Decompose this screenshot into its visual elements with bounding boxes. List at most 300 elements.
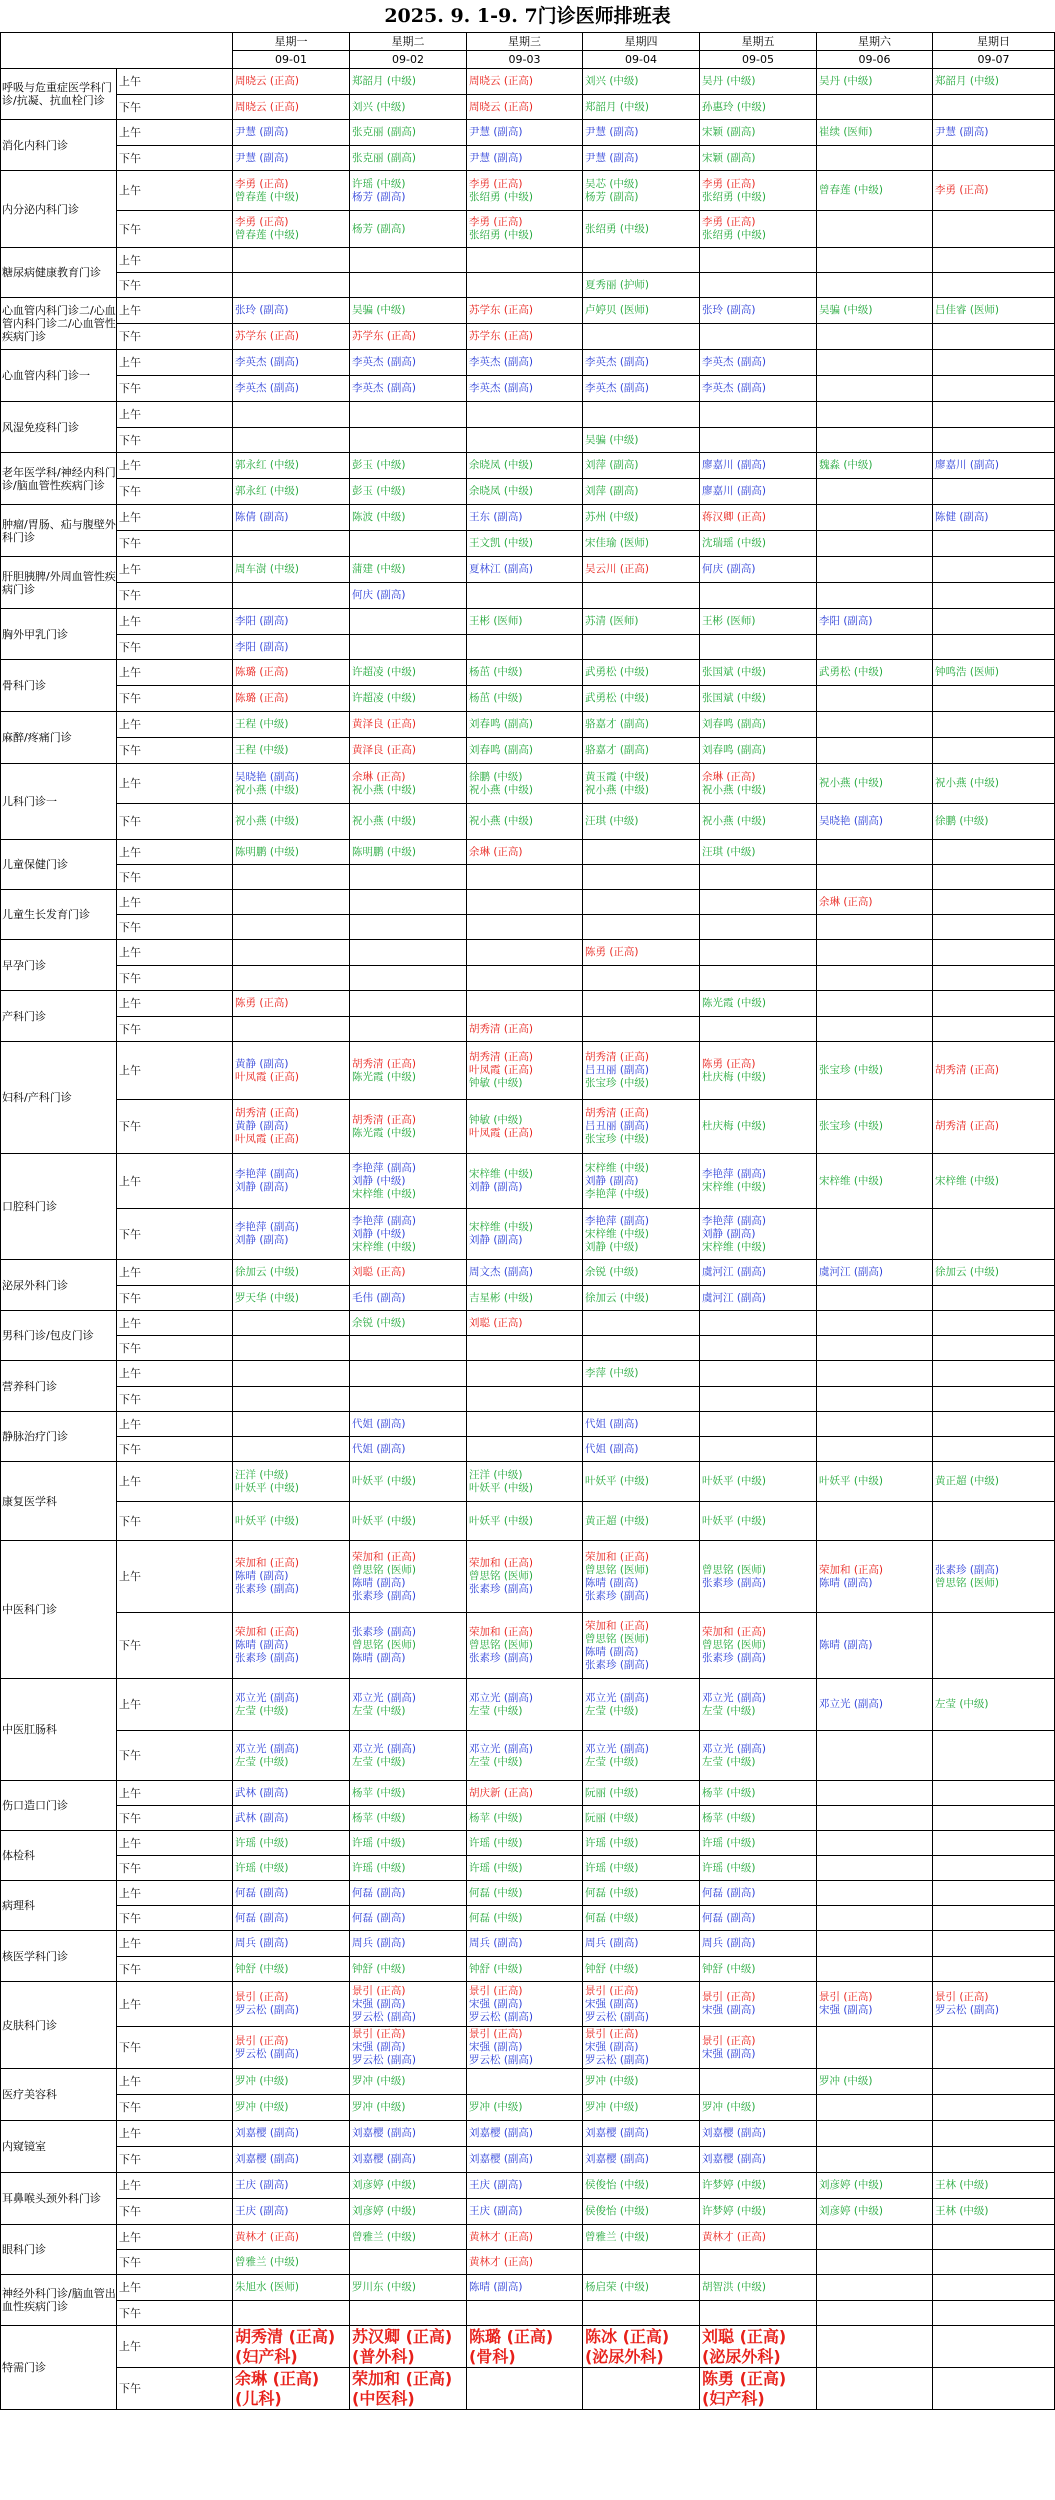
doctor-entry: 黄林才 (正高) bbox=[702, 2230, 767, 2243]
afternoon-label: 下午 bbox=[119, 1749, 141, 1762]
schedule-cell bbox=[467, 966, 583, 991]
afternoon-label-cell bbox=[117, 1502, 233, 1541]
doctor-entry: 曾思铭 (医师) bbox=[469, 1570, 534, 1582]
afternoon-label: 下午 bbox=[119, 640, 141, 654]
schedule-cell bbox=[700, 1931, 817, 1957]
schedule-cell bbox=[817, 298, 933, 324]
doctor-entry: 夏秀丽 (护师) bbox=[585, 278, 650, 291]
doctor-entry: 何磊 (中级) bbox=[585, 1911, 639, 1924]
schedule-cell bbox=[583, 2173, 700, 2199]
doctor-entry: 虞河江 (副高) bbox=[702, 1291, 767, 1304]
schedule-cell bbox=[467, 69, 583, 95]
department-label: 老年医学科/神经内科门诊/脑血管性疾病门诊 bbox=[2, 465, 116, 492]
date-header bbox=[467, 51, 583, 69]
schedule-cell bbox=[233, 1982, 350, 2027]
schedule-cell bbox=[933, 2173, 1055, 2199]
department-label: 泌尿外科门诊 bbox=[2, 1278, 68, 1292]
doctor-entry: 余锐 (中级) bbox=[585, 1266, 639, 1278]
schedule-cell bbox=[233, 966, 350, 991]
doctor-entry: 吕丑丽 (副高) bbox=[585, 1120, 650, 1132]
doctor-entry: 代姐 (副高) bbox=[352, 1442, 406, 1455]
doctor-entry: 邓立光 (副高) bbox=[235, 1742, 300, 1755]
date-label: 09-01 bbox=[275, 53, 307, 66]
afternoon-label-cell bbox=[117, 2027, 233, 2069]
afternoon-label: 下午 bbox=[119, 330, 141, 343]
schedule-cell bbox=[817, 2121, 933, 2147]
schedule-cell bbox=[583, 1931, 700, 1957]
schedule-cell bbox=[700, 940, 817, 966]
schedule-cell bbox=[583, 890, 700, 915]
morning-label: 上午 bbox=[119, 2075, 141, 2088]
schedule-cell bbox=[933, 1831, 1055, 1856]
schedule-cell bbox=[467, 686, 583, 712]
doctor-entry: 罗云松 (副高) bbox=[469, 2054, 534, 2066]
special-doctor-entry: (泌尿外科) bbox=[702, 2346, 781, 2366]
morning-label: 上午 bbox=[119, 1174, 141, 1188]
morning-label: 上午 bbox=[119, 2179, 141, 2192]
doctor-entry: 杨苹 (中级) bbox=[352, 1811, 406, 1824]
schedule-cell bbox=[350, 531, 467, 557]
doctor-entry: 吕丑丽 (副高) bbox=[585, 1064, 650, 1076]
doctor-entry: 王庆 (副高) bbox=[469, 2179, 523, 2191]
doctor-entry: 张宝珍 (中级) bbox=[585, 1133, 650, 1145]
afternoon-label: 下午 bbox=[119, 278, 141, 292]
doctor-entry: 罗云松 (副高) bbox=[235, 2004, 300, 2016]
morning-label: 上午 bbox=[119, 666, 141, 679]
morning-label: 上午 bbox=[119, 1997, 141, 2011]
doctor-entry: 祝小燕 (中级) bbox=[469, 783, 534, 796]
doctor-entry: 毛伟 (副高) bbox=[352, 1291, 406, 1304]
doctor-entry: 黄静 (副高) bbox=[235, 1120, 289, 1132]
schedule-cell bbox=[350, 1982, 467, 2027]
doctor-entry: 李英杰 (副高) bbox=[469, 356, 534, 368]
schedule-cell bbox=[583, 1982, 700, 2027]
schedule-cell bbox=[583, 248, 700, 273]
doctor-entry: 叶凤霞 (正高) bbox=[469, 1064, 534, 1076]
schedule-cell bbox=[700, 248, 817, 273]
doctor-entry: 曾雅兰 (中级) bbox=[352, 2230, 417, 2243]
schedule-cell bbox=[700, 1154, 817, 1209]
schedule-cell bbox=[933, 1100, 1055, 1154]
doctor-entry: 刘嘉樱 (副高) bbox=[469, 2153, 534, 2165]
schedule-cell bbox=[583, 712, 700, 738]
doctor-entry: 吴芯 (中级) bbox=[585, 177, 639, 190]
schedule-cell bbox=[817, 531, 933, 557]
morning-label-cell bbox=[117, 2225, 233, 2250]
afternoon-label: 下午 bbox=[119, 1442, 141, 1456]
doctor-entry: 朱旭水 (医师) bbox=[235, 2281, 300, 2293]
schedule-cell bbox=[817, 248, 933, 273]
schedule-cell bbox=[583, 1361, 700, 1387]
schedule-cell bbox=[817, 865, 933, 890]
doctor-entry: 陈晴 (副高) bbox=[585, 1576, 639, 1589]
doctor-entry: 张素珍 (副高) bbox=[235, 1583, 300, 1595]
schedule-cell bbox=[817, 1781, 933, 1806]
morning-label: 上午 bbox=[119, 895, 141, 909]
doctor-entry: 左莹 (中级) bbox=[585, 1704, 639, 1717]
schedule-cell bbox=[583, 635, 700, 660]
weekday-label: 星期五 bbox=[741, 35, 775, 48]
schedule-cell bbox=[233, 146, 350, 171]
department-name bbox=[0, 1541, 117, 1679]
doctor-entry: 黄泽良 (正高) bbox=[352, 744, 417, 756]
schedule-cell bbox=[700, 2027, 817, 2069]
doctor-entry: 陈倩 (副高) bbox=[235, 511, 289, 523]
schedule-cell bbox=[233, 531, 350, 557]
doctor-entry: 罗川东 (中级) bbox=[352, 2281, 417, 2293]
doctor-entry: 李勇 (正高) bbox=[935, 184, 989, 196]
special-doctor-entry: (儿科) bbox=[235, 2388, 282, 2408]
doctor-entry: 侯俊怡 (中级) bbox=[585, 2179, 650, 2191]
afternoon-label-cell bbox=[117, 2368, 233, 2410]
schedule-cell bbox=[233, 324, 350, 350]
schedule-cell bbox=[350, 583, 467, 609]
doctor-entry: 张绍勇 (中级) bbox=[469, 229, 534, 241]
schedule-cell bbox=[350, 557, 467, 583]
schedule-cell bbox=[583, 2199, 700, 2225]
schedule-cell bbox=[350, 120, 467, 146]
schedule-cell bbox=[233, 915, 350, 940]
doctor-entry: 邓立光 (副高) bbox=[235, 1691, 300, 1704]
schedule-cell bbox=[700, 738, 817, 764]
doctor-entry: 罗冲 (中级) bbox=[235, 2075, 289, 2087]
schedule-cell bbox=[233, 1260, 350, 1286]
schedule-cell bbox=[233, 1042, 350, 1100]
special-doctor-entry: (妇产科) bbox=[702, 2388, 765, 2408]
morning-label: 上午 bbox=[119, 356, 141, 369]
afternoon-label-cell bbox=[117, 1286, 233, 1311]
morning-label-cell bbox=[117, 1042, 233, 1100]
morning-label-cell bbox=[117, 890, 233, 915]
schedule-cell bbox=[583, 505, 700, 531]
schedule-cell bbox=[583, 402, 700, 428]
doctor-entry: 张玲 (副高) bbox=[702, 304, 756, 316]
date-header bbox=[583, 51, 700, 69]
schedule-cell bbox=[583, 966, 700, 991]
department-name bbox=[0, 350, 117, 402]
schedule-cell bbox=[933, 915, 1055, 940]
schedule-cell bbox=[933, 273, 1055, 298]
schedule-cell bbox=[233, 686, 350, 712]
date-label: 09-07 bbox=[977, 53, 1010, 66]
afternoon-label-cell bbox=[117, 531, 233, 557]
schedule-cell bbox=[233, 1361, 350, 1387]
doctor-entry: 叶凤霞 (正高) bbox=[235, 1070, 300, 1083]
schedule-cell bbox=[817, 324, 933, 350]
special-cell bbox=[467, 2326, 583, 2368]
schedule-cell bbox=[700, 453, 817, 479]
doctor-entry: 阮丽 (中级) bbox=[585, 1811, 639, 1824]
doctor-entry: 荣加和 (正高) bbox=[585, 1550, 650, 1563]
doctor-entry: 武勇松 (中级) bbox=[819, 666, 884, 678]
schedule-cell bbox=[233, 890, 350, 915]
schedule-cell bbox=[467, 635, 583, 660]
schedule-cell bbox=[817, 2225, 933, 2250]
schedule-cell bbox=[467, 840, 583, 865]
doctor-entry: 刘嘉樱 (副高) bbox=[235, 2153, 300, 2165]
department-label: 呼吸与危重症医学科门诊/抗凝、抗血栓门诊 bbox=[2, 81, 112, 107]
doctor-entry: 荣加和 (正高) bbox=[585, 1619, 650, 1632]
schedule-cell bbox=[700, 557, 817, 583]
doctor-entry: 杨启荣 (中级) bbox=[585, 2281, 650, 2293]
doctor-entry: 许瑶 (中级) bbox=[469, 1836, 523, 1849]
special-doctor-entry: (妇产科) bbox=[235, 2346, 298, 2366]
schedule-cell bbox=[350, 1387, 467, 1412]
schedule-cell bbox=[700, 171, 817, 211]
morning-label-cell bbox=[117, 248, 233, 273]
doctor-entry: 景引 (正高) bbox=[352, 2028, 406, 2040]
schedule-cell bbox=[933, 120, 1055, 146]
schedule-cell bbox=[467, 1906, 583, 1931]
schedule-cell bbox=[350, 2069, 467, 2095]
schedule-cell bbox=[933, 2250, 1055, 2275]
department-label: 医疗美容科 bbox=[2, 2088, 57, 2101]
doctor-entry: 苏学东 (正高) bbox=[469, 304, 534, 316]
doctor-entry: 李艳萍 (副高) bbox=[352, 1161, 417, 1174]
schedule-cell bbox=[700, 1412, 817, 1437]
doctor-entry: 罗天华 (中级) bbox=[235, 1291, 300, 1304]
schedule-cell bbox=[583, 479, 700, 505]
department-name bbox=[0, 1361, 117, 1412]
schedule-cell bbox=[700, 1311, 817, 1336]
doctor-entry: 左莹 (中级) bbox=[235, 1755, 289, 1768]
doctor-entry: 李勇 (正高) bbox=[235, 216, 289, 228]
weekday-label: 星期六 bbox=[858, 35, 891, 48]
schedule-cell bbox=[350, 1679, 467, 1731]
schedule-cell bbox=[467, 557, 583, 583]
doctor-entry: 余琳 (正高) bbox=[819, 895, 873, 908]
department-name bbox=[0, 1412, 117, 1462]
doctor-entry: 曾春莲 (中级) bbox=[235, 229, 300, 241]
department-name bbox=[0, 1982, 117, 2069]
schedule-cell bbox=[350, 2275, 467, 2301]
schedule-cell bbox=[467, 324, 583, 350]
afternoon-label-cell bbox=[117, 2250, 233, 2275]
department-name bbox=[0, 453, 117, 505]
doctor-entry: 景引 (正高) bbox=[819, 1991, 873, 2003]
schedule-cell bbox=[583, 660, 700, 686]
schedule-cell bbox=[933, 1502, 1055, 1541]
morning-label: 上午 bbox=[119, 184, 141, 197]
doctor-entry: 余琳 (正高) bbox=[352, 770, 406, 783]
doctor-entry: 胡秀清 (正高) bbox=[935, 1064, 1000, 1076]
doctor-entry: 刘静 (中级) bbox=[585, 1240, 639, 1253]
morning-label-cell bbox=[117, 350, 233, 376]
doctor-entry: 罗冲 (中级) bbox=[819, 2075, 873, 2087]
schedule-cell bbox=[583, 2301, 700, 2326]
doctor-entry: 张素珍 (副高) bbox=[585, 1658, 650, 1671]
doctor-entry: 祝小燕 (中级) bbox=[702, 815, 767, 827]
schedule-cell bbox=[700, 583, 817, 609]
weekday-label: 星期三 bbox=[508, 35, 541, 48]
schedule-cell bbox=[700, 2069, 817, 2095]
doctor-entry: 王林 (中级) bbox=[935, 2179, 989, 2191]
department-name bbox=[0, 171, 117, 248]
schedule-cell bbox=[233, 2173, 350, 2199]
schedule-cell bbox=[700, 211, 817, 248]
schedule-cell bbox=[700, 1982, 817, 2027]
schedule-cell bbox=[583, 804, 700, 840]
morning-label: 上午 bbox=[119, 1475, 141, 1488]
schedule-cell bbox=[700, 966, 817, 991]
schedule-cell bbox=[233, 211, 350, 248]
doctor-entry: 曾思铭 (医师) bbox=[935, 1576, 1000, 1589]
morning-label-cell bbox=[117, 1541, 233, 1613]
schedule-cell bbox=[817, 2301, 933, 2326]
schedule-cell bbox=[350, 2095, 467, 2121]
schedule-cell bbox=[700, 1502, 817, 1541]
doctor-entry: 陈光霞 (中级) bbox=[702, 997, 767, 1009]
schedule-cell bbox=[467, 505, 583, 531]
morning-label-cell bbox=[117, 1982, 233, 2027]
morning-label-cell bbox=[117, 1462, 233, 1502]
special-doctor-entry: (普外科) bbox=[352, 2346, 415, 2366]
doctor-entry: 李艳萍 (副高) bbox=[702, 1214, 767, 1227]
schedule-cell bbox=[583, 531, 700, 557]
doctor-entry: 李萍 (中级) bbox=[585, 1367, 639, 1379]
schedule-cell bbox=[817, 840, 933, 865]
department-label: 皮肤科门诊 bbox=[2, 2018, 57, 2032]
morning-label-cell bbox=[117, 402, 233, 428]
schedule-cell bbox=[583, 609, 700, 635]
doctor-entry: 周晓云 (正高) bbox=[469, 100, 534, 113]
schedule-cell bbox=[233, 1154, 350, 1209]
schedule-cell bbox=[700, 1286, 817, 1311]
department-name bbox=[0, 1042, 117, 1154]
doctor-entry: 荣加和 (正高) bbox=[235, 1626, 300, 1638]
schedule-cell bbox=[467, 1260, 583, 1286]
schedule-cell bbox=[933, 1154, 1055, 1209]
doctor-entry: 王程 (中级) bbox=[235, 744, 289, 756]
schedule-cell bbox=[817, 120, 933, 146]
schedule-cell bbox=[817, 2027, 933, 2069]
department-label: 口腔科门诊 bbox=[2, 1200, 57, 1213]
schedule-cell bbox=[233, 2275, 350, 2301]
schedule-cell bbox=[467, 1437, 583, 1462]
schedule-cell bbox=[583, 376, 700, 402]
afternoon-label-cell bbox=[117, 1731, 233, 1781]
doctor-entry: 刘嘉樱 (副高) bbox=[585, 2127, 650, 2139]
schedule-cell bbox=[467, 2250, 583, 2275]
schedule-cell bbox=[467, 2147, 583, 2173]
schedule-cell bbox=[583, 1957, 700, 1982]
schedule-cell bbox=[583, 1311, 700, 1336]
schedule-cell bbox=[700, 1541, 817, 1613]
schedule-cell bbox=[350, 1286, 467, 1311]
morning-label-cell bbox=[117, 712, 233, 738]
doctor-entry: 李阳 (副高) bbox=[819, 615, 873, 627]
schedule-cell bbox=[933, 1957, 1055, 1982]
schedule-cell bbox=[700, 1856, 817, 1881]
doctor-entry: 钟敏 (中级) bbox=[469, 1113, 523, 1126]
doctor-entry: 代姐 (副高) bbox=[352, 1417, 406, 1430]
schedule-cell bbox=[817, 1387, 933, 1412]
schedule-cell bbox=[933, 1613, 1055, 1679]
schedule-cell bbox=[350, 95, 467, 120]
doctor-entry: 景引 (正高) bbox=[702, 2034, 756, 2047]
doctor-entry: 胡秀清 (正高) bbox=[585, 1107, 650, 1119]
schedule-cell bbox=[583, 583, 700, 609]
doctor-entry: 陈波 (中级) bbox=[352, 511, 406, 523]
doctor-entry: 景引 (正高) bbox=[935, 1991, 989, 2003]
schedule-cell bbox=[817, 2147, 933, 2173]
schedule-cell bbox=[933, 890, 1055, 915]
afternoon-label: 下午 bbox=[119, 2041, 141, 2054]
doctor-entry: 黄泽良 (正高) bbox=[352, 718, 417, 730]
schedule-cell bbox=[583, 1502, 700, 1541]
morning-label-cell bbox=[117, 2173, 233, 2199]
doctor-entry: 罗冲 (中级) bbox=[585, 2101, 639, 2113]
schedule-cell bbox=[933, 660, 1055, 686]
doctor-entry: 邓立光 (副高) bbox=[819, 1698, 884, 1710]
afternoon-label: 下午 bbox=[119, 1392, 141, 1406]
afternoon-label: 下午 bbox=[119, 2153, 141, 2166]
schedule-cell bbox=[933, 2147, 1055, 2173]
schedule-cell bbox=[583, 764, 700, 804]
schedule-cell bbox=[467, 248, 583, 273]
doctor-entry: 钟舒 (中级) bbox=[702, 1962, 756, 1975]
doctor-entry: 吴骗 (中级) bbox=[819, 304, 873, 316]
doctor-entry: 刘静 (中级) bbox=[352, 1227, 406, 1240]
department-name bbox=[0, 298, 117, 350]
schedule-cell bbox=[933, 738, 1055, 764]
date-label: 09-04 bbox=[625, 53, 657, 66]
department-label: 早孕门诊 bbox=[2, 958, 46, 972]
schedule-cell bbox=[467, 1982, 583, 2027]
special-doctor-entry: 荣加和 (正高) bbox=[352, 2368, 453, 2388]
doctor-entry: 罗冲 (中级) bbox=[352, 2075, 406, 2087]
doctor-entry: 徐鹏 (中级) bbox=[935, 815, 989, 827]
schedule-cell bbox=[467, 2173, 583, 2199]
doctor-entry: 叶妖平 (中级) bbox=[469, 1481, 534, 1494]
department-name bbox=[0, 991, 117, 1042]
schedule-cell bbox=[350, 915, 467, 940]
doctor-entry: 陈璐 (正高) bbox=[235, 692, 289, 704]
schedule-cell bbox=[350, 686, 467, 712]
schedule-cell bbox=[233, 609, 350, 635]
department-label: 风湿免疫科门诊 bbox=[2, 420, 79, 434]
doctor-entry: 王彬 (医师) bbox=[469, 615, 523, 627]
doctor-entry: 张素珍 (副高) bbox=[352, 1626, 417, 1638]
schedule-cell bbox=[467, 991, 583, 1017]
doctor-entry: 李勇 (正高) bbox=[469, 177, 523, 190]
morning-label: 上午 bbox=[119, 777, 141, 790]
doctor-entry: 张素珍 (副高) bbox=[352, 1589, 417, 1602]
schedule-cell bbox=[233, 1100, 350, 1154]
schedule-cell bbox=[350, 1731, 467, 1781]
doctor-entry: 邓立光 (副高) bbox=[585, 1691, 650, 1704]
doctor-entry: 李英杰 (副高) bbox=[352, 382, 417, 394]
department-label: 儿童保健门诊 bbox=[2, 858, 68, 871]
afternoon-label: 下午 bbox=[119, 382, 141, 395]
schedule-cell bbox=[350, 1154, 467, 1209]
schedule-cell bbox=[700, 2095, 817, 2121]
doctor-entry: 左莹 (中级) bbox=[469, 1704, 523, 1717]
doctor-entry: 叶妖平 (中级) bbox=[235, 1481, 300, 1494]
department-label: 男科门诊/包皮门诊 bbox=[2, 1329, 94, 1342]
schedule-cell bbox=[700, 1017, 817, 1042]
schedule-cell bbox=[817, 1462, 933, 1502]
schedule-cell bbox=[233, 635, 350, 660]
schedule-cell bbox=[700, 840, 817, 865]
schedule-cell bbox=[583, 120, 700, 146]
schedule-cell bbox=[350, 804, 467, 840]
doctor-entry: 荣加和 (正高) bbox=[702, 1626, 767, 1638]
schedule-cell bbox=[350, 991, 467, 1017]
doctor-entry: 刘静 (副高) bbox=[702, 1227, 756, 1240]
department-name bbox=[0, 1260, 117, 1311]
schedule-cell bbox=[583, 686, 700, 712]
